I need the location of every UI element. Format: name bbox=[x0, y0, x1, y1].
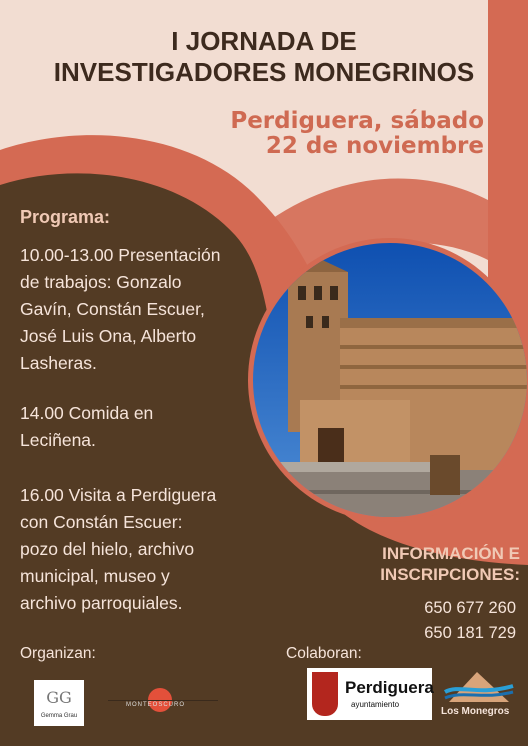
item2-line-1: 14.00 Comida en bbox=[20, 403, 154, 423]
item1-line-2: de trabajos: Gonzalo bbox=[20, 272, 182, 292]
item3-line-5: archivo parroquiales. bbox=[20, 593, 183, 613]
title-line-2: INVESTIGADORES MONEGRINOS bbox=[53, 57, 475, 87]
monegros-name: Los Monegros bbox=[441, 706, 510, 717]
organizan-label: Organizan: bbox=[20, 645, 96, 662]
mountain-icon bbox=[439, 666, 519, 706]
los-monegros-logo bbox=[439, 666, 519, 724]
shield-icon bbox=[312, 672, 338, 716]
item1-line-4: José Luis Ona, Alberto bbox=[20, 326, 197, 346]
perdiguera-logo bbox=[307, 668, 432, 720]
programa-item-2 bbox=[20, 400, 153, 454]
programa-item-3 bbox=[20, 482, 216, 617]
info-heading bbox=[350, 543, 520, 585]
event-title bbox=[0, 26, 528, 88]
programa-heading: Programa: bbox=[20, 207, 111, 227]
programa-item-1 bbox=[20, 242, 220, 377]
colaboran-label: Colaboran: bbox=[286, 645, 362, 662]
title-line-1: I JORNADA DE bbox=[171, 26, 357, 56]
item3-line-4: municipal, museo y bbox=[20, 566, 170, 586]
phone-2[interactable]: 650 181 729 bbox=[424, 624, 516, 642]
monteoscuro-logo bbox=[108, 688, 218, 718]
phone-1[interactable]: 650 677 260 bbox=[424, 599, 516, 617]
event-date bbox=[230, 109, 484, 159]
info-heading-line-1: INFORMACIÓN E bbox=[382, 544, 520, 563]
item1-line-3: Gavín, Constán Escuer, bbox=[20, 299, 205, 319]
item2-line-2: Leciñena. bbox=[20, 430, 96, 450]
item1-line-5: Lasheras. bbox=[20, 353, 97, 373]
gemma-name: Gemma Grau bbox=[40, 713, 78, 719]
monteoscuro-name: MONTEOSCURO bbox=[126, 702, 185, 708]
info-heading-line-2: INSCRIPCIONES: bbox=[380, 565, 520, 584]
perdiguera-name: Perdiguera bbox=[345, 678, 434, 697]
date-line-2: 22 de noviembre bbox=[265, 133, 484, 159]
item3-line-2: con Constán Escuer: bbox=[20, 512, 183, 532]
gemma-mark: GG bbox=[46, 688, 72, 707]
item3-line-3: pozo del hielo, archivo bbox=[20, 539, 195, 559]
date-line-1: Perdiguera, sábado bbox=[230, 108, 484, 134]
item1-line-1: 10.00-13.00 Presentación bbox=[20, 245, 221, 265]
gemma-grau-logo bbox=[34, 680, 84, 726]
item3-line-1: 16.00 Visita a Perdiguera bbox=[20, 485, 217, 505]
perdiguera-sub: ayuntamiento bbox=[351, 700, 400, 709]
